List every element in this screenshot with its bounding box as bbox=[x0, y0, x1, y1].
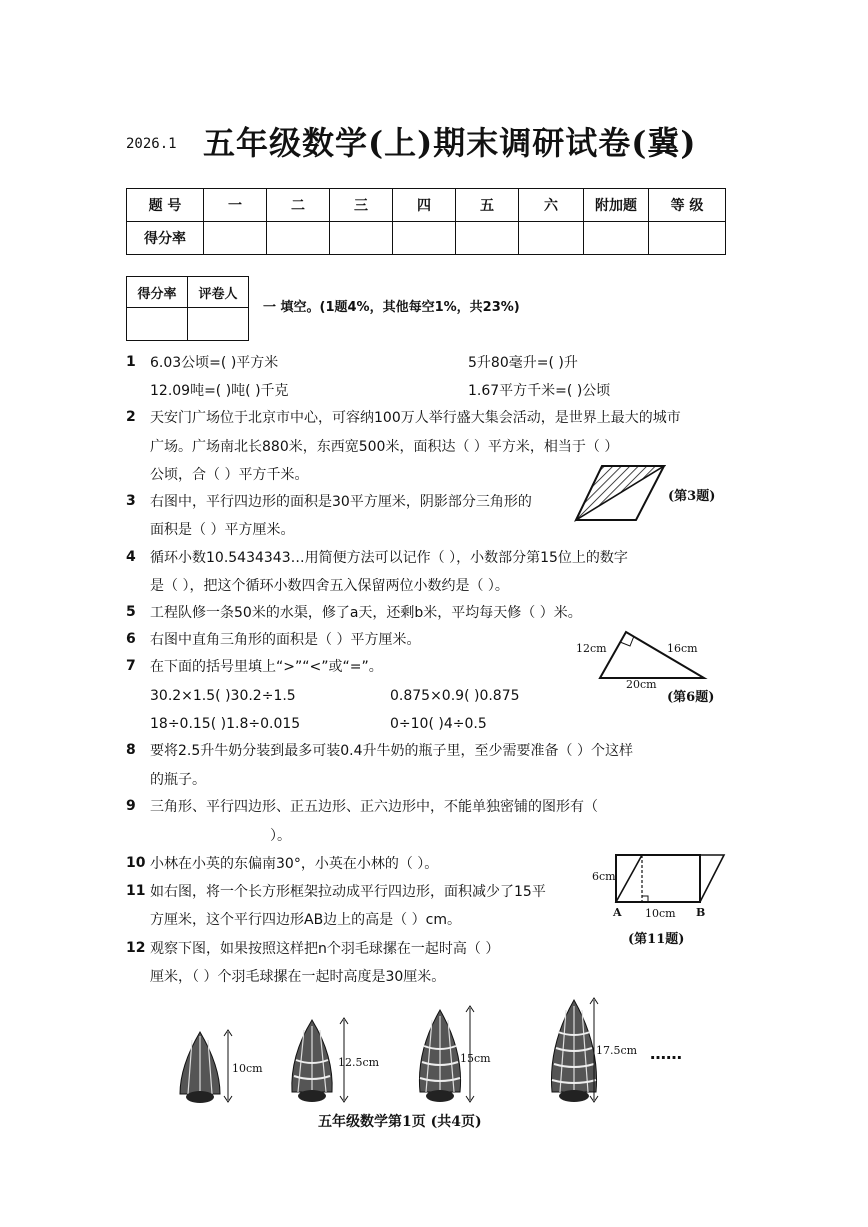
question-text: 30.2×1.5( )30.2÷1.5 bbox=[150, 688, 296, 704]
rectangle-parallelogram-figure bbox=[612, 852, 728, 906]
question-text: 右图中，平行四边形的面积是30平方厘米，阴影部分三角形的 bbox=[150, 494, 532, 510]
question-number: 2 bbox=[126, 409, 136, 425]
score-input-cell[interactable] bbox=[267, 222, 330, 255]
question-text: 18÷0.15( )1.8÷0.015 bbox=[150, 716, 301, 732]
score-input-cell[interactable] bbox=[649, 222, 726, 255]
score-input-cell[interactable] bbox=[204, 222, 267, 255]
figure-caption: (第6题) bbox=[667, 690, 715, 705]
question-text: 公顷，合（ ）平方千米。 bbox=[150, 467, 309, 483]
question-text: 工程队修一条50米的水渠，修了a天，还剩b米，平均每天修（ ）米。 bbox=[150, 605, 582, 621]
score-header-cell: 二 bbox=[267, 189, 330, 222]
question-text: 方厘米，这个平行四边形AB边上的高是（ ）cm。 bbox=[150, 912, 461, 928]
question-text: 右图中直角三角形的面积是（ ）平方厘米。 bbox=[150, 632, 421, 648]
score-table-header-row bbox=[127, 189, 726, 222]
shuttlecock-height-label: 15cm bbox=[460, 1052, 491, 1065]
score-table bbox=[126, 188, 726, 255]
page-footer: 五年级数学第1页 (共4页) bbox=[318, 1114, 482, 1130]
question-text: 如右图，将一个长方形框架拉动成平行四边形，面积减少了15平 bbox=[150, 884, 546, 900]
question-number: 1 bbox=[126, 354, 136, 370]
side-label: 12cm bbox=[576, 642, 607, 655]
question-text: 观察下图，如果按照这样把n个羽毛球摞在一起时高（ ） bbox=[150, 941, 500, 957]
score-header-cell: 附加题 bbox=[584, 189, 649, 222]
question-text: 面积是（ ）平方厘米。 bbox=[150, 522, 295, 538]
question-text: 的瓶子。 bbox=[150, 772, 206, 788]
score-header-cell: 三 bbox=[330, 189, 393, 222]
question-number: 5 bbox=[126, 604, 136, 620]
question-text: 要将2.5升牛奶分装到最多可装0.4升牛奶的瓶子里，至少需要准备（ ）个这样 bbox=[150, 743, 633, 759]
question-text: 0÷10( )4÷0.5 bbox=[390, 716, 487, 732]
question-number: 10 bbox=[126, 855, 146, 871]
score-input-cell[interactable] bbox=[519, 222, 584, 255]
question-text: 三角形、平行四边形、正五边形、正六边形中，不能单独密铺的图形有（ bbox=[150, 799, 598, 815]
question-text: 天安门广场位于北京市中心，可容纳100万人举行盛大集会活动，是世界上最大的城市 bbox=[150, 410, 681, 426]
question-number: 12 bbox=[126, 940, 146, 956]
question-text: 6.03公顷=( )平方米 bbox=[150, 355, 279, 371]
score-header-cell: 等 级 bbox=[649, 189, 726, 222]
question-text: ）。 bbox=[270, 828, 291, 844]
question-number: 7 bbox=[126, 658, 136, 674]
point-a-label: A bbox=[613, 906, 622, 919]
side-label: 16cm bbox=[667, 642, 698, 655]
question-text: 广场。广场南北长880米，东西宽500米，面积达（ ）平方米，相当于（ ） bbox=[150, 439, 619, 455]
question-text: 在下面的括号里填上“>”“<”或“=”。 bbox=[150, 659, 383, 675]
question-text: 5升80毫升=( )升 bbox=[468, 355, 578, 371]
score-header-cell: 一 bbox=[204, 189, 267, 222]
question-text: 循环小数10.5434343…用简便方法可以记作（ ），小数部分第15位上的数字 bbox=[150, 550, 628, 566]
exam-title: 五年级数学(上)期末调研试卷(冀) bbox=[203, 124, 697, 162]
shuttlecock-figure bbox=[170, 996, 730, 1106]
side-label: 20cm bbox=[626, 678, 657, 691]
exam-date: 2026.1 bbox=[126, 136, 177, 152]
question-number: 4 bbox=[126, 549, 136, 565]
point-b-label: B bbox=[696, 906, 706, 919]
score-input-cell[interactable] bbox=[584, 222, 649, 255]
question-number: 6 bbox=[126, 631, 136, 647]
parallelogram-figure bbox=[574, 462, 666, 524]
score-header-cell: 五 bbox=[456, 189, 519, 222]
score-header-cell: 六 bbox=[519, 189, 584, 222]
base-label: 10cm bbox=[645, 907, 676, 920]
score-input-cell[interactable] bbox=[393, 222, 456, 255]
shuttlecock-stack-4 bbox=[551, 998, 598, 1102]
shuttlecock-height-label: 10cm bbox=[232, 1062, 263, 1075]
grader-score-cell[interactable] bbox=[127, 308, 188, 341]
section-heading: 一 填空。(1题4%，其他每空1%，共23%) bbox=[263, 300, 520, 315]
shuttlecock-height-label: 12.5cm bbox=[338, 1056, 380, 1069]
figure-caption: (第11题) bbox=[628, 932, 685, 947]
question-text: 1.67平方千米=( )公顷 bbox=[468, 383, 611, 399]
question-number: 8 bbox=[126, 742, 136, 758]
score-input-cell[interactable] bbox=[456, 222, 519, 255]
score-input-cell[interactable] bbox=[330, 222, 393, 255]
question-number: 9 bbox=[126, 798, 136, 814]
question-number: 11 bbox=[126, 883, 146, 899]
figure-caption: (第3题) bbox=[668, 489, 716, 504]
grader-table bbox=[126, 276, 249, 341]
question-text: 是（ ），把这个循环小数四舍五入保留两位小数约是（ ）。 bbox=[150, 578, 509, 594]
grader-name-cell[interactable] bbox=[188, 308, 249, 341]
height-label: 6cm bbox=[592, 870, 616, 883]
grader-score-label: 得分率 bbox=[127, 277, 188, 308]
question-text: 小林在小英的东偏南30°，小英在小林的（ ）。 bbox=[150, 856, 439, 872]
question-text: 12.09吨=( )吨( )千克 bbox=[150, 383, 289, 399]
shuttlecock-height-label: 17.5cm bbox=[596, 1044, 638, 1057]
continuation-ellipsis: …… bbox=[650, 1044, 682, 1063]
score-header-cell: 题 号 bbox=[127, 189, 204, 222]
score-row-label: 得分率 bbox=[127, 222, 204, 255]
grader-name-label: 评卷人 bbox=[188, 277, 249, 308]
shuttlecock-stack-1 bbox=[180, 1030, 232, 1103]
score-header-cell: 四 bbox=[393, 189, 456, 222]
question-number: 3 bbox=[126, 493, 136, 509]
question-text: 0.875×0.9( )0.875 bbox=[390, 688, 520, 704]
question-text: 厘米，（ ）个羽毛球摞在一起时高度是30厘米。 bbox=[150, 969, 446, 985]
score-table-score-row bbox=[127, 222, 726, 255]
